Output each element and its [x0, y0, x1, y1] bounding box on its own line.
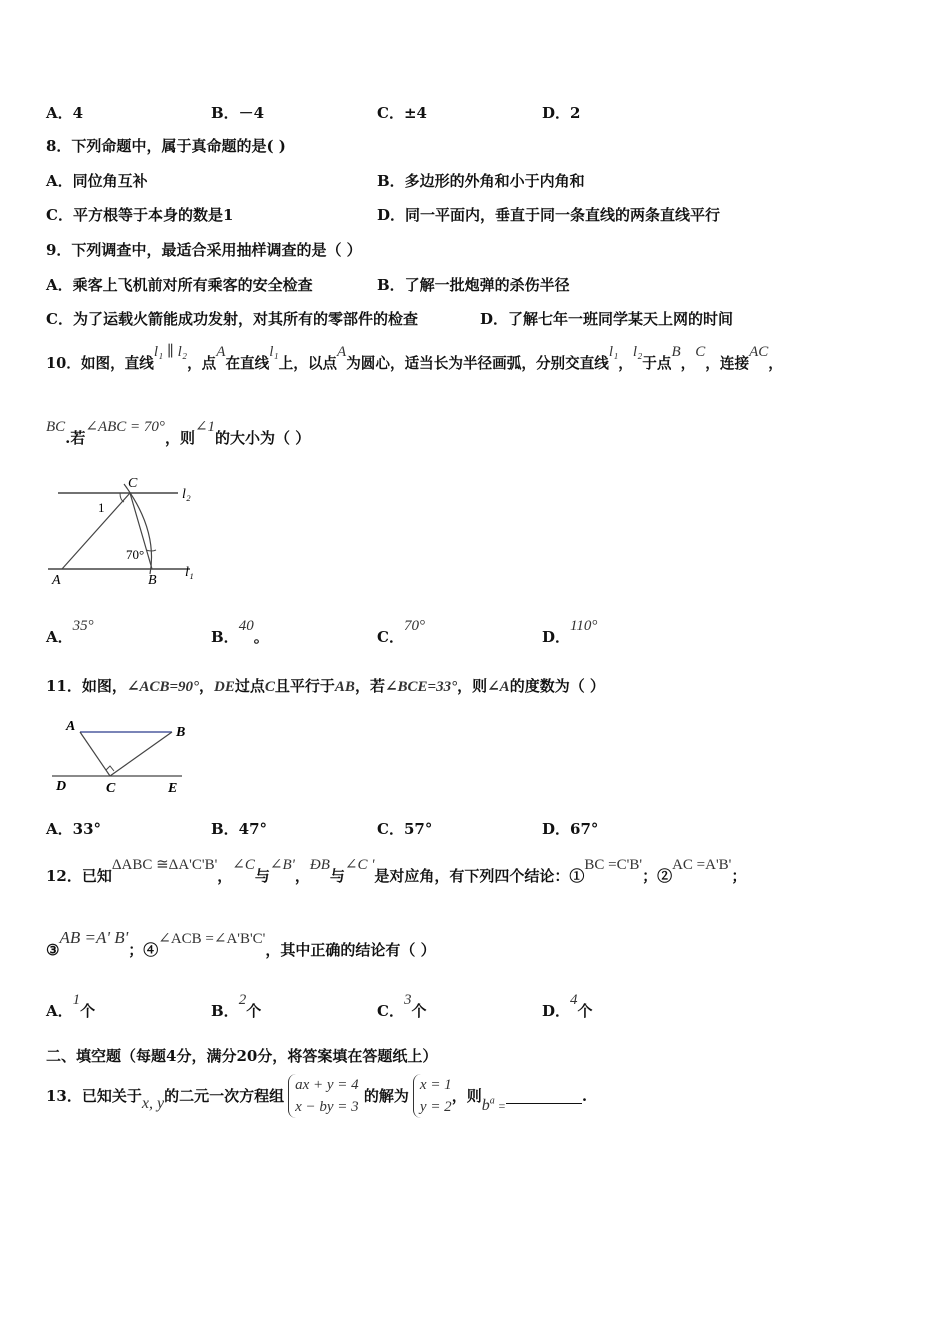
q11-figure — [50, 712, 200, 797]
q11-option-c: C．57° — [377, 820, 433, 838]
q13-stem: 13．已知关于x, y的二元一次方程组ax + y = 4 x − by = 3 的解为x = 1 y = 2，则$b^a$ =. — [46, 1074, 587, 1118]
q11-option-a: A．33° — [46, 820, 102, 838]
q10-fig-label-c: C — [128, 476, 138, 491]
q12-option-a: A．1个 — [46, 992, 96, 1020]
q13-solution-brace: x = 1 y = 2 — [413, 1074, 452, 1118]
q12-option-b: B．2个 — [211, 992, 262, 1020]
q9-option-c: C．为了运载火箭能成功发射，对其所有的零部件的检查 — [46, 310, 418, 328]
q7-option-d: D．2 — [542, 104, 581, 122]
q12-stem-line2: ③AB =A' B'；④∠ACB =∠A'B'C'，其中正确的结论有（ ） — [46, 928, 436, 959]
q10-option-b: B．40。 — [211, 618, 269, 646]
q11-option-b: B．47° — [211, 820, 268, 838]
q7-option-b: B．－4 — [211, 104, 265, 122]
q13-answer-blank[interactable] — [506, 1089, 582, 1104]
q11-stem: 11．如图，∠ACB=90°，DE过点C且平行于AB，若∠BCE=33°，则∠A的度数为（ ） — [46, 677, 605, 695]
q8-stem: 8．下列命题中，属于真命题的是( ) — [46, 137, 286, 155]
q10-fig-label-l1: l₁ — [185, 565, 194, 580]
q10-option-a: A．35° — [46, 618, 94, 646]
section-2-title: 二、填空题（每题4分，满分20分，将答案填在答题纸上） — [46, 1047, 438, 1065]
q9-stem: 9．下列调查中，最适合采用抽样调查的是（ ） — [46, 241, 362, 259]
q12-stem-line1: 12．已知ΔABC ≅ΔA'C'B'，∠C与∠B'，ÐB与∠C '是对应角，有下列四个结论：①BC =C'B'；②AC =A'B'； — [46, 857, 747, 885]
q7-option-a: A．4 — [46, 104, 84, 122]
q8-option-a: A．同位角互补 — [46, 172, 148, 190]
q10-fig-label-1: 1 — [98, 500, 105, 515]
q11-option-d: D．67° — [542, 820, 599, 838]
q10-figure — [40, 470, 210, 595]
q10-fig-label-l2: l₂ — [182, 487, 191, 502]
q10-fig-label-a: A — [52, 573, 61, 588]
q12-option-d: D．4个 — [542, 992, 593, 1020]
q10-stem-line1: 10．如图，直线l₁ ∥ l₂，点A在直线l₁上，以点A为圆心，适当长为半径画弧，分别交直线l₁，l₂于点B，C，连接AC， — [46, 344, 783, 372]
q10-fig-label-70: 70° — [126, 547, 145, 562]
q8-option-b: B．多边形的外角和小于内角和 — [377, 172, 585, 190]
q11-fig-label-d: D — [56, 779, 67, 794]
q8-option-c: C．平方根等于本身的数是1 — [46, 206, 234, 224]
q10-option-c: C．70° — [377, 618, 425, 646]
q9-option-a: A．乘客上飞机前对所有乘客的安全检查 — [46, 276, 313, 294]
q10-option-d: D．110° — [542, 618, 598, 646]
q9-option-b: B．了解一批炮弹的杀伤半径 — [377, 276, 570, 294]
q10-fig-label-b: B — [148, 573, 157, 588]
q9-option-d: D．了解七年一班同学某天上网的时间 — [480, 310, 734, 328]
q11-fig-label-b: B — [176, 725, 186, 740]
q11-fig-label-a: A — [66, 719, 76, 734]
q13-system-brace: ax + y = 4 x − by = 3 — [288, 1074, 359, 1118]
q8-option-d: D．同一平面内，垂直于同一条直线的两条直线平行 — [377, 206, 721, 224]
q11-fig-label-e: E — [168, 781, 178, 796]
q10-stem-line2: BC.若∠ABC = 70°，则∠1的大小为（ ） — [46, 419, 311, 447]
q11-fig-label-c: C — [106, 781, 116, 796]
q7-option-c: C．±4 — [377, 104, 427, 122]
q12-option-c: C．3个 — [377, 992, 427, 1020]
q13-b-power-a: $b^a$ = — [481, 1095, 506, 1115]
